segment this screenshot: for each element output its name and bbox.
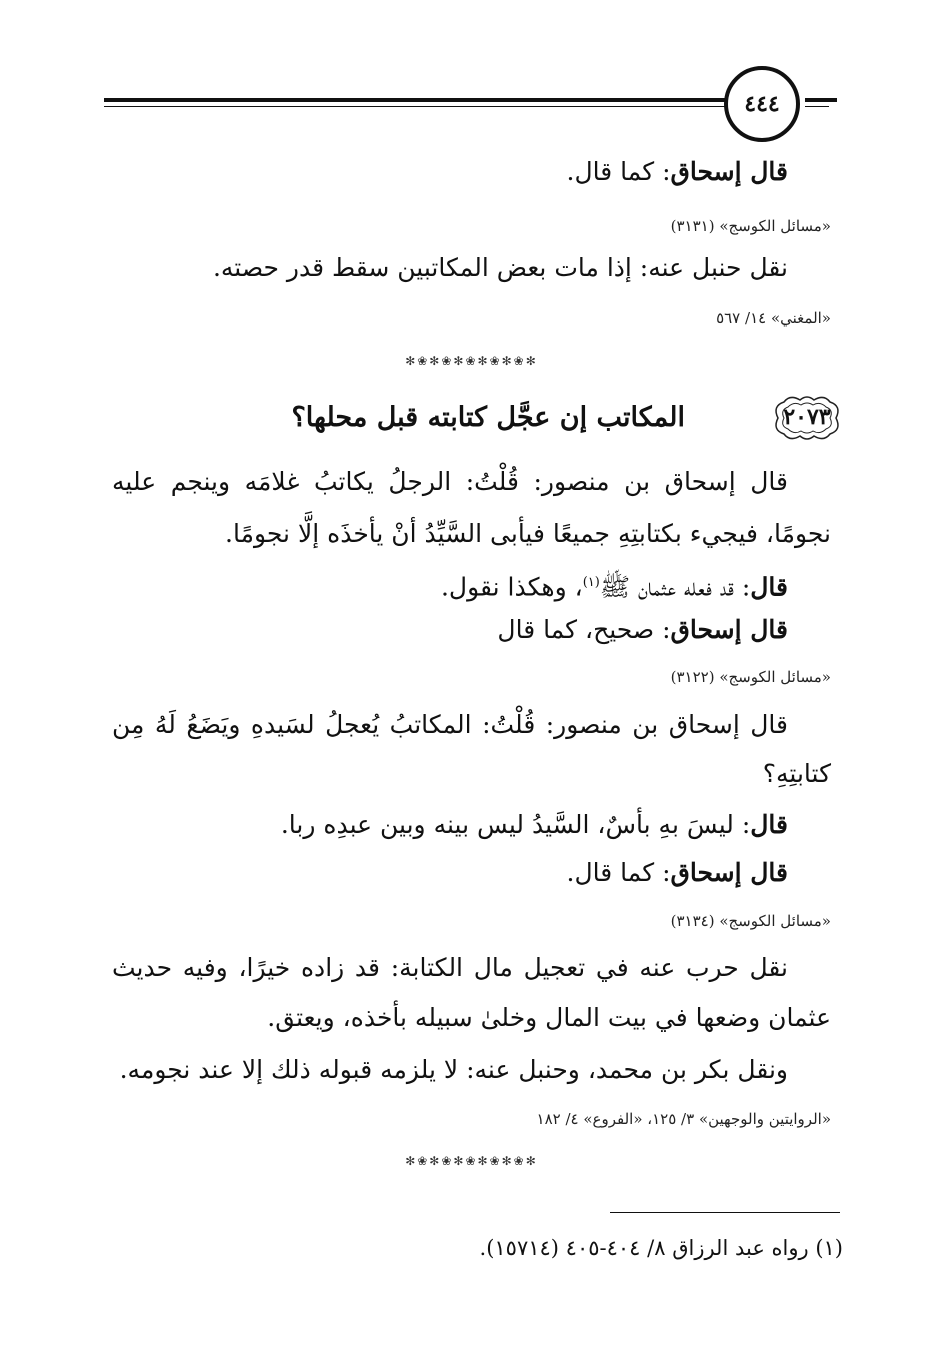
para2-line1: قال إسحاق بن منصور: قُلْتُ: المكاتبُ يُعجلُ لسَيدهِ ويَضَعُ لَهُ مِن <box>112 710 788 739</box>
para1-line1: قال إسحاق بن منصور: قُلْتُ: الرجلُ يكاتبُ غلامَه وينجم عليه <box>112 467 788 496</box>
line-ishaq-1 <box>567 152 788 192</box>
para2-line3 <box>281 805 788 845</box>
header-rule <box>104 98 728 102</box>
line-text: : كما قال. <box>566 858 671 887</box>
speaker-label: قال إسحاق <box>670 858 788 887</box>
line-text: : ليسَ بهِ بأسٌ، السَّيدُ ليس بينه وبين عبدِه ربا. <box>280 810 751 839</box>
para2-line4 <box>567 853 788 893</box>
header-rule-thin <box>104 106 728 107</box>
footnote-rule <box>610 1212 840 1213</box>
line-text: : كما قال. <box>566 157 671 186</box>
speaker-label: قال إسحاق <box>670 157 788 186</box>
section-ornament: ✻❀✻❀✻❀✻❀✻❀✻ <box>405 354 538 368</box>
para2-line2: كتابتِهِ؟ <box>762 759 831 788</box>
line-text: : صحيح، كما قال <box>497 615 671 644</box>
para1-line2: نجومًا، فيجيء بكتابتِهِ جميعًا فيأبى السَّيِّدُ أنْ يأخذَه إلَّا نجومًا. <box>225 519 831 548</box>
section-heading: المكاتب إن عجَّل كتابته قبل محلها؟ <box>291 402 685 433</box>
line-hanbal: نقل حنبل عنه: إذا مات بعض المكاتبين سقط قدر حصته. <box>212 253 788 282</box>
page-number: ٤٤٤ <box>744 91 780 117</box>
header-rule-right <box>805 98 837 102</box>
footnote: (١) رواه عبد الرزاق ٨/ ٤٠٤-٤٠٥ (١٥٧١٤). <box>479 1236 843 1260</box>
para3-line1: نقل حرب عنه في تعجيل مال الكتابة: قد زاده خيرًا، وفيه حديث <box>112 953 788 982</box>
line-text-end: ، وهكذا نقول. <box>440 572 583 602</box>
source-reference: «الروايتين والوجهين» ٣/ ١٢٥، «الفروع» ٤/ ١٨٢ <box>536 1110 831 1128</box>
section-number-badge <box>768 392 846 444</box>
header-rule-right-thin <box>805 106 829 107</box>
speaker-label: قال إسحاق <box>670 615 788 644</box>
line-text: : قد فعله عثمان ﷺ <box>599 572 751 602</box>
source-reference: «مسائل الكوسج» (٣١٣٤) <box>670 912 831 930</box>
speaker-label: قال <box>750 572 788 602</box>
para1-line4 <box>497 610 788 650</box>
speaker-label: قال <box>750 810 788 839</box>
para3-line2: عثمان وضعها في بيت المال وخلىٰ سبيله بأخذه، ويعتق. <box>267 1003 831 1032</box>
source-reference: «مسائل الكوسج» (٣١٣١) <box>670 217 831 235</box>
section-number: ٢٠٧٣ <box>783 404 831 430</box>
page-number-circle <box>724 66 800 142</box>
footnote-marker: (١) <box>582 575 600 590</box>
source-reference: «مسائل الكوسج» (٣١٢٢) <box>670 668 831 686</box>
para4-line1: ونقل بكر بن محمد، وحنبل عنه: لا يلزمه قبوله ذلك إلا عند نجومه. <box>119 1055 788 1084</box>
section-ornament: ✻❀✻❀✻❀✻❀✻❀✻ <box>405 1154 538 1168</box>
source-reference: «المغني» ١٤/ ٥٦٧ <box>716 309 831 327</box>
para1-line3 <box>441 563 788 607</box>
